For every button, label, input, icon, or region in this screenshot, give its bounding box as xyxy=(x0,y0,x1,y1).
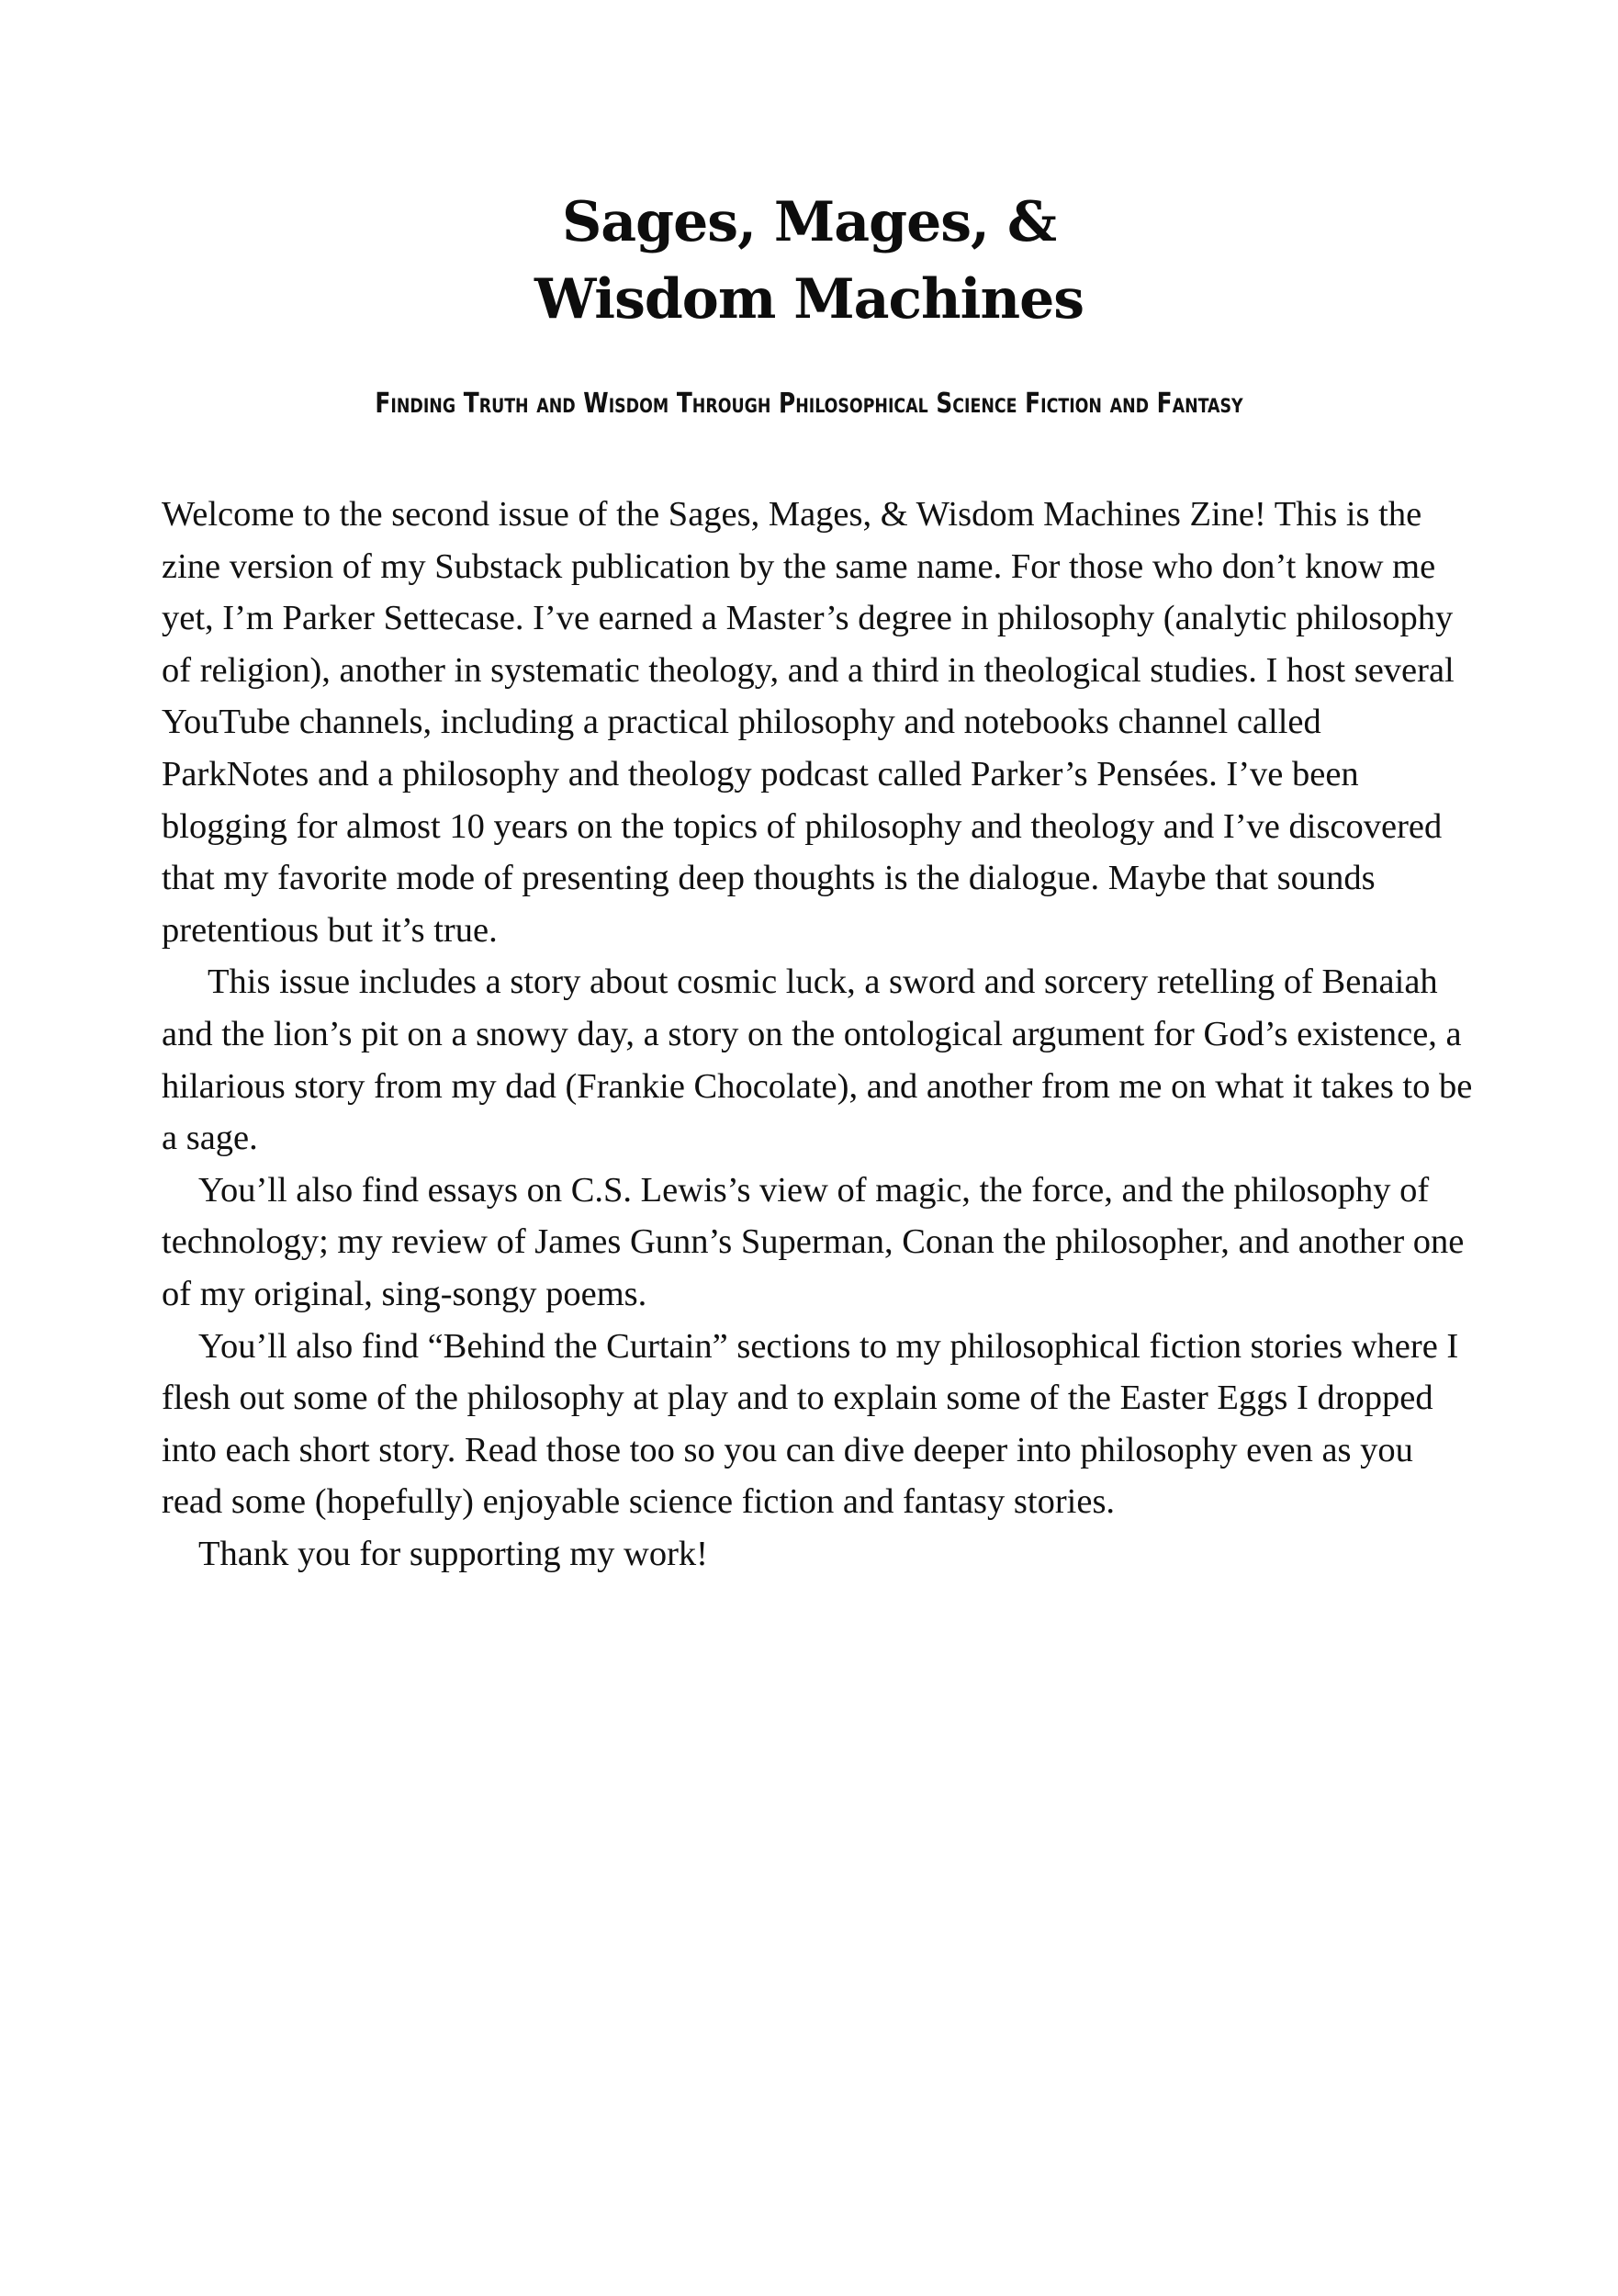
paragraph-issue-contents: This issue includes a story about cosmic luck, a sword and sorcery retelling of Benaiah and the lion’s pit on a snowy day, a story on the ontological argument for God’s existence, a hilarious story from my dad (Frankie Chocolate), and another from me on what it takes to be a sage. xyxy=(162,962,1473,1158)
title-line-2: Wisdom Machines xyxy=(534,267,1084,332)
body-text xyxy=(162,489,1475,1580)
page-title xyxy=(0,184,1618,338)
paragraph-intro: Welcome to the second issue of the Sages, Mages, & Wisdom Machines Zine! This is the zine version of my Substack publication by the same name. For those who don’t know me yet, I’m Parker Settecase. I’ve earned a Master’s degree in philosophy (analytic philosophy of religion), another in systematic theology, and a third in theological studies. I host several YouTube channels, including a practical philosophy and notebooks channel called ParkNotes and a philosophy and theology podcast called Parker’s Pensées. I’ve been blogging for almost 10 years on the topics of philosophy and theology and I’ve discovered that my favorite mode of presenting deep thoughts is the dialogue. Maybe that sounds pretentious but it’s true. xyxy=(162,495,1455,950)
title-line-1: Sages, Mages, & xyxy=(561,190,1057,254)
page-subtitle: Finding Truth and Wisdom Through Philosophical Science Fiction and Fantasy xyxy=(375,388,1243,420)
paragraph-behind-the-curtain: You’ll also find “Behind the Curtain” sections to my philosophical fiction stories where I flesh out some of the philosophy at play and to explain some of the Easter Eggs I dropped into each short story. Read those too so you can dive deeper into philosophy even as you read some (hopefully) enjoyable science fiction and fantasy stories. xyxy=(162,1326,1459,1522)
paragraph-thanks: Thank you for supporting my work! xyxy=(198,1534,708,1573)
paragraph-essays: You’ll also find essays on C.S. Lewis’s view of magic, the force, and the philosophy of technology; my review of James Gunn’s Superman, Conan the philosopher, and another one of my original, sing-songy poems. xyxy=(162,1170,1465,1313)
